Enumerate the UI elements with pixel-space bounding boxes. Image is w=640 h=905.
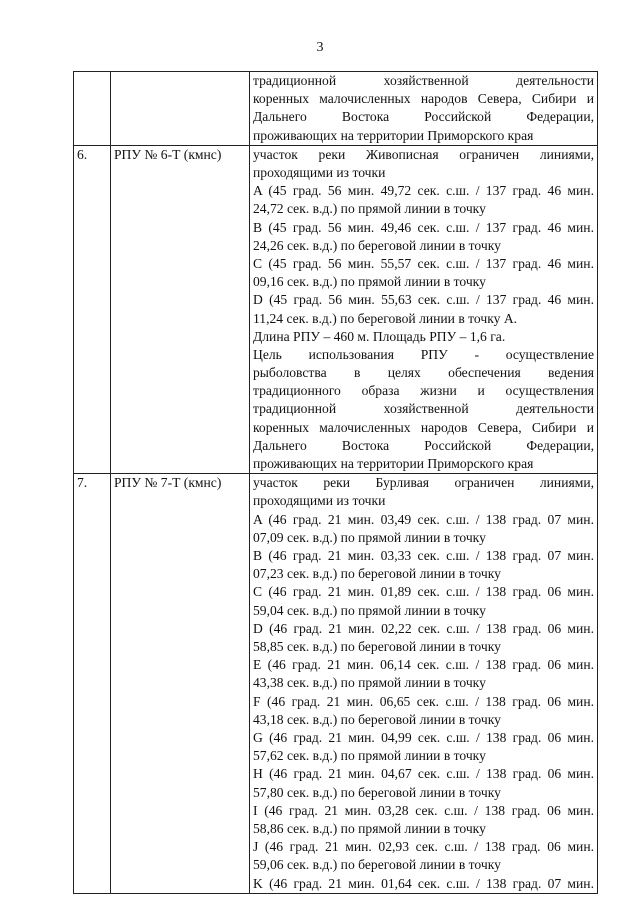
area-description-cell — [250, 145, 598, 473]
description-line: 07,09 сек. в.д.) по прямой линии в точку — [253, 529, 486, 545]
description-line: 59,06 сек. в.д.) по береговой линии в точку — [253, 857, 501, 873]
description-line: C (45 град. 56 мин. 55,57 сек. с.ш. / 137 град. 46 мин. — [253, 255, 594, 271]
description-line: 57,62 сек. в.д.) по прямой линии в точку — [253, 748, 486, 764]
description-line: 07,23 сек. в.д.) по береговой линии в точку — [253, 566, 501, 582]
description-line: C (46 град. 21 мин. 01,89 сек. с.ш. / 138 град. 06 мин. — [253, 584, 594, 600]
description-line: J (46 град. 21 мин. 02,93 сек. с.ш. / 138 град. 06 мин. — [253, 839, 594, 855]
row-number-cell: 6. — [74, 145, 111, 473]
description-line: 24,26 сек. в.д.) по береговой линии в точку — [253, 237, 501, 253]
description-line: B (46 град. 21 мин. 03,33 сек. с.ш. / 138 град. 07 мин. — [253, 548, 594, 564]
table-body — [74, 72, 598, 894]
description-line: 11,24 сек. в.д.) по береговой линии в точку А. — [253, 310, 518, 326]
description-line: B (45 град. 56 мин. 49,46 сек. с.ш. / 137 град. 46 мин. — [253, 219, 594, 235]
description-line: H (46 град. 21 мин. 04,67 сек. с.ш. / 138 град. 06 мин. — [253, 766, 594, 782]
description-line: 43,38 сек. в.д.) по прямой линии в точку — [253, 675, 486, 691]
description-line: A (46 град. 21 мин. 03,49 сек. с.ш. / 138 град. 07 мин. — [253, 511, 594, 527]
page-number: 3 — [316, 40, 324, 55]
description-line: D (45 град. 56 мин. 55,63 сек. с.ш. / 137 град. 46 мин. — [253, 292, 594, 308]
document-table — [73, 71, 598, 894]
description-line: 57,80 сек. в.д.) по береговой линии в точку — [253, 784, 501, 800]
description-line: E (46 град. 21 мин. 06,14 сек. с.ш. / 138 град. 06 мин. — [253, 657, 594, 673]
table-row — [74, 72, 598, 146]
description-line: 24,72 сек. в.д.) по прямой линии в точку — [253, 201, 486, 217]
description-line: традиционной хозяйственной деятельности — [253, 73, 594, 88]
description-line: участок реки Живописная ограничен линиями, — [253, 146, 594, 162]
row-number-cell — [74, 72, 111, 146]
area-description-cell — [250, 72, 598, 146]
description-line: A (45 град. 56 мин. 49,72 сек. с.ш. / 137 град. 46 мин. — [253, 183, 594, 199]
description-line: участок реки Бурливая ограничен линиями, — [253, 475, 594, 491]
description-line: проходящими из точки — [253, 493, 386, 509]
description-line: D (46 град. 21 мин. 02,22 сек. с.ш. / 138 град. 06 мин. — [253, 620, 594, 636]
description-line: коренных малочисленных народов Севера, Сибири и — [253, 419, 594, 435]
description-line: 58,85 сек. в.д.) по береговой линии в точку — [253, 639, 501, 654]
row-number-cell: 7. — [74, 474, 111, 893]
description-line: проходящими из точки — [253, 164, 386, 180]
description-line: традиционной хозяйственной деятельности — [253, 401, 594, 417]
description-line: проживающих на территории Приморского края — [253, 127, 534, 143]
area-name-cell: РПУ № 7-Т (кмнс) — [111, 474, 250, 893]
description-line: I (46 град. 21 мин. 03,28 сек. с.ш. / 138 град. 06 мин. — [253, 802, 594, 818]
description-line: K (46 град. 21 мин. 01,64 сек. с.ш. / 138 град. 07 мин. — [253, 875, 594, 891]
area-name-cell — [111, 72, 250, 146]
description-line: коренных малочисленных народов Севера, Сибири и — [253, 91, 594, 107]
description-line: проживающих на территории Приморского края — [253, 456, 534, 472]
description-line: традиционного образа жизни и осуществления — [253, 383, 594, 399]
description-line: Длина РПУ – 460 м. Площадь РПУ – 1,6 га. — [253, 328, 506, 344]
area-name-cell: РПУ № 6-Т (кмнс) — [111, 145, 250, 473]
description-line: рыболовства в целях обеспечения ведения — [253, 365, 594, 381]
description-line: 09,16 сек. в.д.) по прямой линии в точку — [253, 274, 486, 290]
table-row — [74, 145, 598, 473]
description-line: Цель использования РПУ - осуществление — [253, 346, 594, 362]
description-line: 59,04 сек. в.д.) по прямой линии в точку — [253, 602, 486, 618]
table-row — [74, 474, 598, 893]
description-line: Дальнего Востока Российской Федерации, — [253, 437, 594, 453]
description-line: 58,86 сек. в.д.) по прямой линии в точку — [253, 820, 486, 836]
description-line: 43,18 сек. в.д.) по береговой линии в точку — [253, 711, 501, 727]
description-line: Дальнего Востока Российской Федерации, — [253, 109, 594, 125]
area-description-cell — [250, 474, 598, 893]
description-line: F (46 град. 21 мин. 06,65 сек. с.ш. / 138 град. 06 мин. — [253, 693, 594, 709]
description-line: G (46 град. 21 мин. 04,99 сек. с.ш. / 138 град. 06 мин. — [253, 729, 594, 745]
